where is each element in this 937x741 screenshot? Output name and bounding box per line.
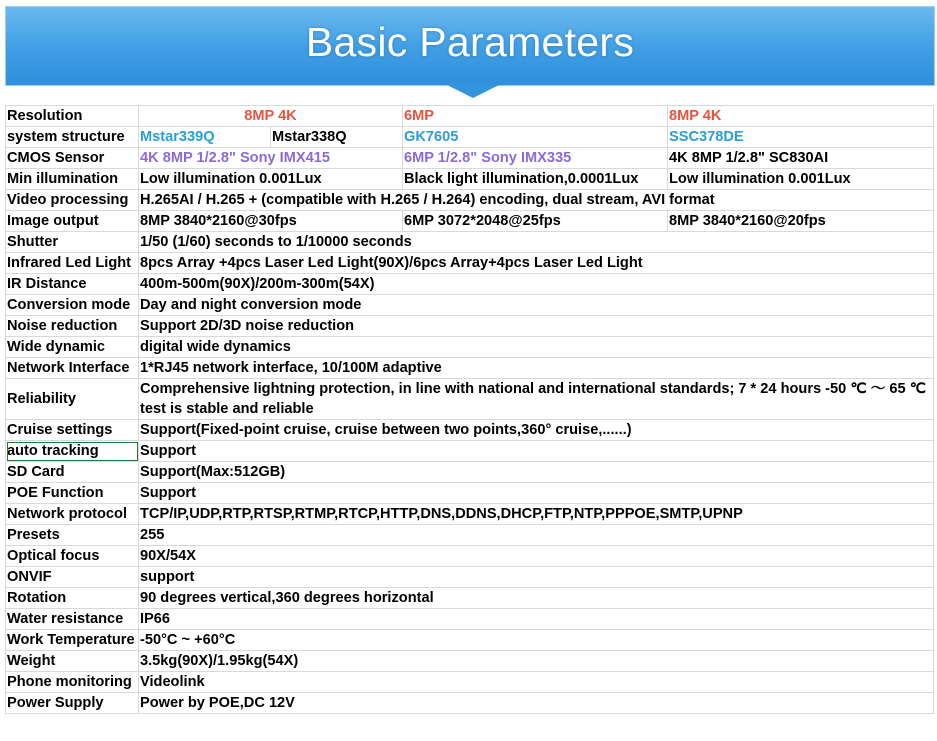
table-row [6, 211, 934, 232]
optical-focus-value: 90X/54X [139, 546, 934, 567]
row-label-reliability: Reliability [6, 379, 139, 420]
table-row [6, 295, 934, 316]
work-temperature-value: -50°C ~ +60°C [139, 630, 934, 651]
table-row [6, 672, 934, 693]
table-row [6, 274, 934, 295]
resolution-value-3: 8MP 4K [668, 106, 934, 127]
cmos-sensor-value-3: 4K 8MP 1/2.8" SC830AI [668, 148, 934, 169]
row-label-weight: Weight [6, 651, 139, 672]
image-output-value-1: 8MP 3840*2160@30fps [139, 211, 403, 232]
table-row [6, 358, 934, 379]
table-row [6, 462, 934, 483]
table-row [6, 441, 934, 462]
row-label-image-output: Image output [6, 211, 139, 232]
row-label-wide-dynamic: Wide dynamic [6, 337, 139, 358]
reliability-value: Comprehensive lightning protection, in line with national and international standards; 7 * 24 hours -50 ℃ ～ 65 ℃ test is stable and reliable [139, 379, 934, 420]
conversion-mode-value: Day and night conversion mode [139, 295, 934, 316]
table-row [6, 504, 934, 525]
banner-title: Basic Parameters [305, 19, 635, 65]
min-illumination-value-2: Black light illumination,0.0001Lux [403, 169, 668, 190]
onvif-value: support [139, 567, 934, 588]
row-label-auto-tracking[interactable]: auto tracking [6, 441, 139, 462]
table-row [6, 693, 934, 714]
wide-dynamic-value: digital wide dynamics [139, 337, 934, 358]
row-label-infrared: Infrared Led Light [6, 253, 139, 274]
resolution-value-2: 6MP [403, 106, 668, 127]
sd-card-value: Support(Max:512GB) [139, 462, 934, 483]
water-resistance-value: IP66 [139, 609, 934, 630]
row-label-optical-focus: Optical focus [6, 546, 139, 567]
table-row [6, 525, 934, 546]
table-row [6, 169, 934, 190]
network-interface-value: 1*RJ45 network interface, 10/100M adaptive [139, 358, 934, 379]
row-label-shutter: Shutter [6, 232, 139, 253]
row-label-work-temperature: Work Temperature [6, 630, 139, 651]
row-label-rotation: Rotation [6, 588, 139, 609]
table-row [6, 379, 934, 420]
min-illumination-value-1: Low illumination 0.001Lux [139, 169, 403, 190]
infrared-value: 8pcs Array +4pcs Laser Led Light(90X)/6pcs Array+4pcs Laser Led Light [139, 253, 934, 274]
table-row [6, 651, 934, 672]
cmos-sensor-value-1: 4K 8MP 1/2.8" Sony IMX415 [139, 148, 403, 169]
table-row [6, 253, 934, 274]
cruise-settings-value: Support(Fixed-point cruise, cruise between two points,360° cruise,......) [139, 420, 934, 441]
row-label-resolution: Resolution [6, 106, 139, 127]
cmos-sensor-value-2: 6MP 1/2.8" Sony IMX335 [403, 148, 668, 169]
row-label-video-processing: Video processing [6, 190, 139, 211]
system-structure-value-3: GK7605 [403, 127, 668, 148]
rotation-value: 90 degrees vertical,360 degrees horizontal [139, 588, 934, 609]
row-label-network-protocol: Network protocol [6, 504, 139, 525]
row-label-sd-card: SD Card [6, 462, 139, 483]
table-row [6, 232, 934, 253]
row-label-system-structure: system structure [6, 127, 139, 148]
table-row [6, 546, 934, 567]
table-row [6, 630, 934, 651]
power-supply-value: Power by POE,DC 12V [139, 693, 934, 714]
row-label-presets: Presets [6, 525, 139, 546]
video-processing-value: H.265AI / H.265 + (compatible with H.265 / H.264) encoding, dual stream, AVI format [139, 190, 934, 211]
row-label-water-resistance: Water resistance [6, 609, 139, 630]
spec-table [5, 105, 934, 714]
table-row [6, 106, 934, 127]
row-label-network-interface: Network Interface [6, 358, 139, 379]
table-row [6, 316, 934, 337]
table-row [6, 337, 934, 358]
ir-distance-value: 400m-500m(90X)/200m-300m(54X) [139, 274, 934, 295]
row-label-cmos-sensor: CMOS Sensor [6, 148, 139, 169]
system-structure-value-2: Mstar338Q [271, 127, 403, 148]
row-label-ir-distance: IR Distance [6, 274, 139, 295]
table-row [6, 588, 934, 609]
network-protocol-value: TCP/IP,UDP,RTP,RTSP,RTMP,RTCP,HTTP,DNS,DDNS,DHCP,FTP,NTP,PPPOE,SMTP,UPNP [139, 504, 934, 525]
row-label-noise-reduction: Noise reduction [6, 316, 139, 337]
table-row [6, 148, 934, 169]
row-label-min-illumination: Min illumination [6, 169, 139, 190]
system-structure-value-4: SSC378DE [668, 127, 934, 148]
table-row [6, 483, 934, 504]
row-label-power-supply: Power Supply [6, 693, 139, 714]
table-row [6, 190, 934, 211]
weight-value: 3.5kg(90X)/1.95kg(54X) [139, 651, 934, 672]
title-banner [5, 6, 935, 86]
system-structure-value-1: Mstar339Q [139, 127, 271, 148]
table-row [6, 420, 934, 441]
presets-value: 255 [139, 525, 934, 546]
image-output-value-3: 8MP 3840*2160@20fps [668, 211, 934, 232]
auto-tracking-value: Support [139, 441, 934, 462]
poe-function-value: Support [139, 483, 934, 504]
table-row [6, 127, 934, 148]
row-label-onvif: ONVIF [6, 567, 139, 588]
noise-reduction-value: Support 2D/3D noise reduction [139, 316, 934, 337]
min-illumination-value-3: Low illumination 0.001Lux [668, 169, 934, 190]
row-label-phone-monitoring: Phone monitoring [6, 672, 139, 693]
resolution-value-1: 8MP 4K [139, 106, 403, 127]
table-row [6, 609, 934, 630]
shutter-value: 1/50 (1/60) seconds to 1/10000 seconds [139, 232, 934, 253]
row-label-cruise-settings: Cruise settings [6, 420, 139, 441]
row-label-poe-function: POE Function [6, 483, 139, 504]
row-label-conversion-mode: Conversion mode [6, 295, 139, 316]
image-output-value-2: 6MP 3072*2048@25fps [403, 211, 668, 232]
banner-arrow-shape [445, 84, 501, 98]
phone-monitoring-value: Videolink [139, 672, 934, 693]
table-row [6, 567, 934, 588]
